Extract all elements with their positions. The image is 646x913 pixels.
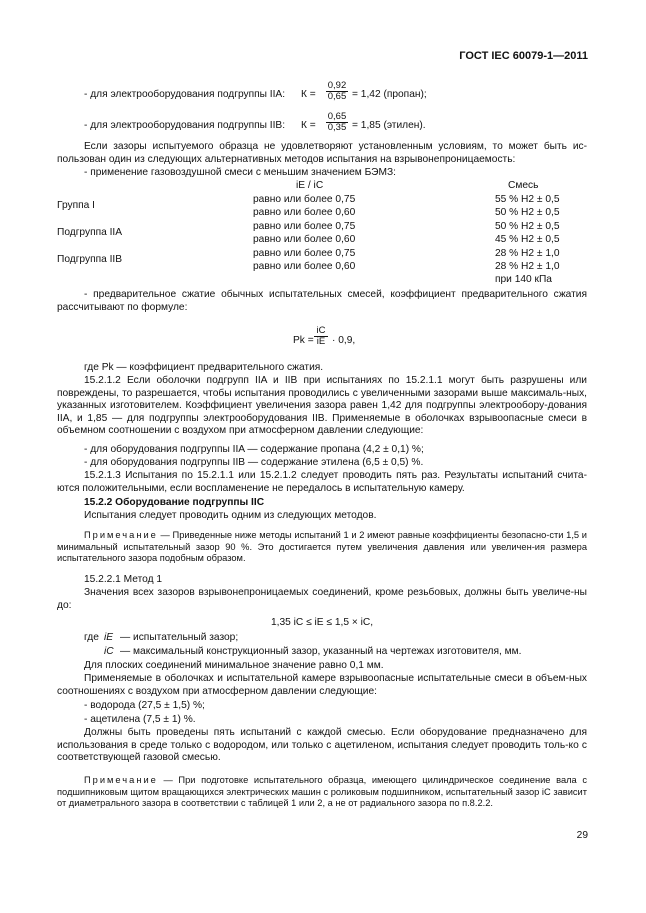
paragraph-15213: 15.2.1.3 Испытания по 15.2.1.1 или 15.2.1.2 следует проводить пять раз. Результаты испытаний счита-ются положительными, если воспламенение не передалось в испытательную камеру. (57, 470, 587, 494)
item-ethylene: - для оборудования подгруппы IIB — содержание этилена (6,5 ± 0,5) %. (84, 457, 424, 468)
where-ic-text: — максимальный конструкционный зазор, указанный на чертежах изготовителя, мм. (120, 646, 522, 657)
item-hydrogen: - водорода (27,5 ± 1,5) %; (84, 700, 205, 711)
table-mix: 45 % H2 ± 0,5 (495, 234, 560, 245)
formula-iia-num: 0,92 (327, 80, 347, 91)
note-2-label: Примечание (84, 775, 158, 785)
heading-1522: 15.2.2 Оборудование подгруппы IIC (84, 497, 265, 508)
formula-iib-result: = 1,85 (этилен). (352, 120, 426, 131)
standard-header: ГОСТ IEC 60079-1—2011 (459, 50, 588, 62)
where-ie-label: где (84, 632, 99, 643)
paragraph-15212: 15.2.1.2 Если оболочки подгрупп IIA и IIB при испытаниях по 15.2.1.1 могут быть разрушены или повреждены, то разрешается, чтобы испытания проводились с увеличенными зазорами выше максималь-ных, указанных изготовителем. Коэффициент увеличения зазора равен 1,42 для подгруппы электрообору-дования IIA, и 1,85 — для подгруппы электрооборудования IIB. Применяемые в оболочках взрывоопасные смеси в объемном соотношении с воздухом при атмосферном давлении следующие: (57, 375, 587, 437)
paragraph-five-tests: Должны быть проведены пять испытаний с каждой смесью. Если оборудование предназначено для использования в среде только с водородом, или только с ацетиленом, испытания следует проводить толь-ко с соответствующей газовой смесью. (57, 727, 587, 764)
formula-pk-rhs: · 0,9, (332, 335, 356, 346)
note-1-label: Примечание (84, 530, 158, 540)
formula-pk-lhs: Pk = (293, 335, 314, 346)
table-group-3: Подгруппа IIB (57, 254, 123, 265)
paragraph-flat: Для плоских соединений минимальное значение равно 0,1 мм. (84, 660, 384, 671)
formula-pk-num: iC (314, 326, 328, 337)
paragraph-precompress: - предварительное сжатие обычных испытательных смесей, коэффициент предварительного сжатия рассчитывают по формуле: (57, 289, 587, 313)
page-number: 29 (576, 830, 588, 841)
formula-pk-den: iE (316, 336, 326, 347)
table-mix: 28 % H2 ± 1,0 (495, 248, 560, 259)
item-propane: - для оборудования подгруппы IIA — содержание пропана (4,2 ± 0,1) %; (84, 444, 424, 455)
paragraph-mixtures: Применяемые в оболочках и испытательной камере взрывоопасные испытательные смеси в объем-ных соотношениях с воздухом при атмосферном давлении следующие: (57, 673, 587, 697)
note-2-text: — При подготовке испытательного образца, имеющего цилиндрическое соединение вала с подшипниковым щитом вращающихся электрических машин с роликовым подшипником, испытательный зазор iC зависит от диаметрального зазора в соответствии с таблицей 1 или 2, а не от радиального зазора по п.8.2.2. (57, 775, 587, 809)
formula-iib-den: 0,35 (327, 122, 347, 133)
paragraph-methods: Испытания следует проводить одним из следующих методов. (84, 510, 377, 521)
where-ic-symbol: iC (104, 646, 114, 657)
table-mix: 50 % H2 ± 0,5 (495, 207, 560, 218)
item-acetylene: - ацетилена (7,5 ± 1) %. (84, 714, 196, 725)
formula-iia-result: = 1,42 (пропан); (352, 89, 427, 100)
formula-iia-k: К = (301, 89, 316, 100)
table-ratio: равно или более 0,60 (253, 207, 356, 218)
table-ratio: равно или более 0,60 (253, 234, 356, 245)
where-pk: где Pk — коэффициент предварительного сжатия. (84, 362, 324, 373)
formula-iib-num: 0,65 (327, 111, 347, 122)
formula-pk-fraction (314, 326, 328, 347)
table-ratio: равно или более 0,75 (253, 194, 356, 205)
table-pressure-note: при 140 кПа (495, 274, 552, 285)
note-2 (57, 775, 587, 810)
paragraph-gap-values: Значения всех зазоров взрывонепроницаемых соединений, кроме резьбовых, должны быть увеличе-ны до: (57, 587, 587, 611)
table-mix: 55 % H2 ± 0,5 (495, 194, 560, 205)
table-header-ratio: iE / iC (296, 180, 324, 191)
table-ratio: равно или более 0,75 (253, 248, 356, 259)
formula-iib-k: К = (301, 120, 316, 131)
table-group-1: Группа I (57, 200, 95, 211)
formula-iia-den: 0,65 (327, 91, 347, 102)
formula-iia-prefix: - для электрооборудования подгруппы IIA: (84, 89, 286, 100)
note-1 (57, 530, 587, 565)
paragraph-gaps: Если зазоры испытуемого образца не удовлетворяют установленным условиям, то может быть ис-пользован один из следующих альтернативных методов испытания на взрывонепроницаемость: (57, 141, 587, 165)
formula-iia-fraction (326, 81, 348, 102)
table-header-mix: Смесь (508, 180, 539, 191)
formula-inequality: 1,35 iC ≤ iE ≤ 1,5 × iC, (271, 617, 374, 628)
table-mix: 28 % H2 ± 1,0 (495, 261, 560, 272)
where-ie-text: — испытательный зазор; (120, 632, 239, 643)
note-1-text: — Приведенные ниже методы испытаний 1 и 2 имеют равные коэффициенты безопасно-сти 1,5 и минимальный испытательный зазор 90 %. Это достигается путем увеличения давления или увеличен-ия размера испытательного зазора подобным образом. (57, 530, 587, 564)
table-mix: 50 % H2 ± 0,5 (495, 221, 560, 232)
table-ratio: равно или более 0,75 (253, 221, 356, 232)
item-gas-air: - применение газовоздушной смеси с меньшим значением БЭМЗ: (84, 167, 396, 178)
table-group-2: Подгруппа IIA (57, 227, 123, 238)
formula-iib-prefix: - для электрооборудования подгруппы IIB: (84, 120, 286, 131)
formula-iib-fraction (326, 112, 348, 133)
method-1-heading: 15.2.2.1 Метод 1 (84, 574, 163, 585)
where-ie-symbol: iE (104, 632, 114, 643)
table-ratio: равно или более 0,60 (253, 261, 356, 272)
